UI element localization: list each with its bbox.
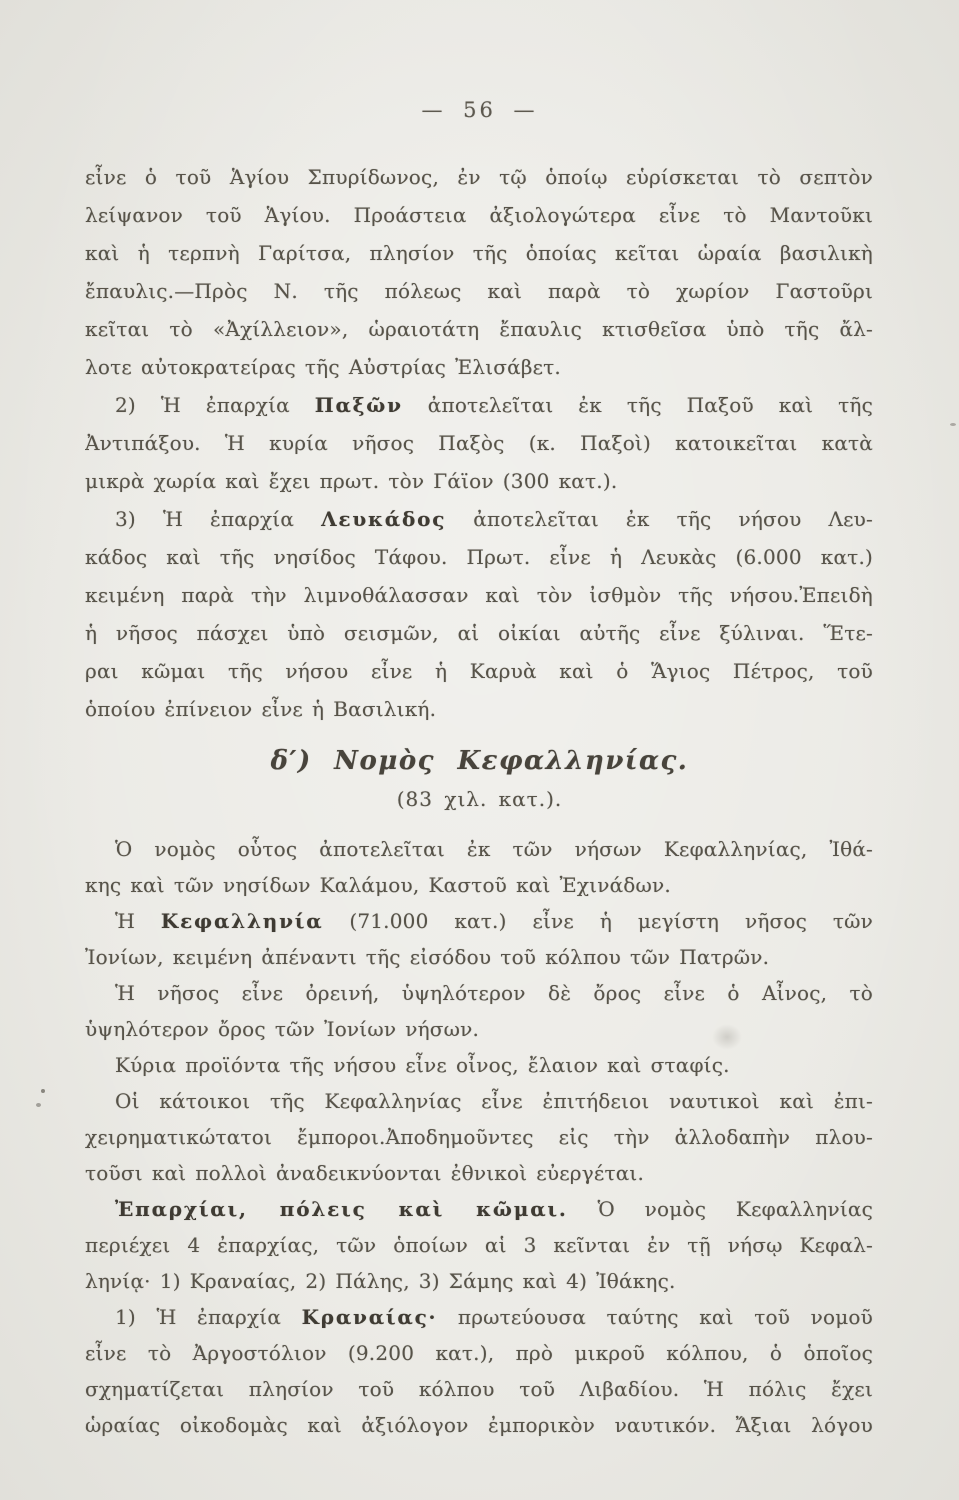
text-line — [85, 386, 873, 424]
ink-speck — [950, 423, 956, 426]
text-line: Ἰονίων, κειμένη ἀπέναντι τῆς εἰσόδου τοῦ κόλπου τῶν Πατρῶν. — [85, 945, 770, 969]
text-line: Κύρια προϊόντα τῆς νήσου εἶνε οἶνος, ἔλαιον καὶ σταφίς. — [115, 1053, 730, 1077]
text-line: ὡραίας οἰκοδομὰς καὶ ἀξιόλογον ἐμπορικὸν ναυτικόν. Ἄξιαι λόγου — [85, 1413, 873, 1437]
text-line: χειρηματικώτατοι ἔμποροι.Ἀποδημοῦντες εἰς τὴν ἀλλοδαπὴν πλου- — [85, 1125, 873, 1149]
text-line: σχηματίζεται πλησίον τοῦ κόλπου τοῦ Λιβαδίου. Ἡ πόλις ἔχει — [85, 1377, 873, 1401]
text-line — [85, 903, 873, 939]
text-line: εἶνε ὁ τοῦ Ἁγίου Σπυρίδωνος, ἐν τῷ ὁποίῳ εὑρίσκεται τὸ σεπτὸν — [85, 165, 873, 189]
province-name-kranaias: Κραναίας· — [301, 1305, 438, 1329]
text-line: περιέχει 4 ἐπαρχίας, τῶν ὁποίων αἱ 3 κεῖνται ἐν τῇ νήσῳ Κεφαλ- — [85, 1233, 873, 1257]
text-segment: (71.000 κατ.) εἶνε ἡ μεγίστη νῆσος τῶν — [323, 909, 873, 933]
text-line: ὑψηλότερον ὄρος τῶν Ἰονίων νήσων. — [85, 1017, 480, 1041]
text-segment: ἀποτελεῖται ἐκ τῆς νήσου Λευ- — [446, 507, 873, 531]
text-segment: 2) Ἡ ἐπαρχία — [115, 393, 315, 417]
paper-smudge — [712, 1024, 742, 1050]
province-name-paxon: Παξῶν — [314, 393, 403, 417]
text-line: καὶ ἡ τερπνὴ Γαρίτσα, πλησίον τῆς ὁποίας κεῖται ὡραία βασιλικὴ — [85, 241, 873, 265]
page-number: — 56 — — [421, 98, 538, 122]
text-line: κειμένη παρὰ τὴν λιμνοθάλασσαν καὶ τὸν ἰσθμὸν τῆς νήσου.Ἐπειδὴ — [85, 583, 873, 607]
text-block-top — [85, 158, 873, 728]
text-line: Ἡ νῆσος εἶνε ὀρεινή, ὑψηλότερον δὲ ὄρος εἶνε ὁ Αἶνος, τὸ — [115, 981, 873, 1005]
text-line: κεῖται τὸ «Ἀχίλλειον», ὡραιοτάτη ἔπαυλις κτισθεῖσα ὑπὸ τῆς ἄλ- — [85, 317, 873, 341]
text-segment: Ἡ — [115, 909, 161, 933]
text-line: Οἱ κάτοικοι τῆς Κεφαλληνίας εἶνε ἐπιτήδειοι ναυτικοὶ καὶ ἐπι- — [115, 1089, 873, 1113]
text-line — [85, 1191, 873, 1227]
text-segment: 1) Ἡ ἐπαρχία — [115, 1305, 302, 1329]
text-line — [85, 500, 873, 538]
text-line: εἶνε τὸ Ἀργοστόλιον (9.200 κατ.), πρὸ μικροῦ κόλπου, ὁ ὁποῖος — [85, 1341, 873, 1365]
island-name-kefallinia: Κεφαλληνία — [160, 909, 324, 933]
text-line: Ὁ νομὸς οὗτος ἀποτελεῖται ἐκ τῶν νήσων Κεφαλληνίας, Ἰθά- — [115, 837, 873, 861]
province-name-lefkados: Λευκάδος — [321, 507, 447, 531]
text-block-bottom — [85, 831, 873, 1443]
section-heading: δ′) Νομὸς Κεφαλληνίας. — [270, 746, 689, 776]
ink-speck — [41, 1089, 45, 1093]
text-line: ληνίᾳ· 1) Κραναίας, 2) Πάλης, 3) Σάμης καὶ 4) Ἰθάκης. — [85, 1269, 676, 1293]
subsection-title-eparchiai: Ἐπαρχίαι, πόλεις καὶ κῶμαι. — [115, 1197, 568, 1221]
section-population: (83 χιλ. κατ.). — [396, 787, 563, 811]
text-line: ἔπαυλις.—Πρὸς Ν. τῆς πόλεως καὶ παρὰ τὸ χωρίον Γαστοῦρι — [85, 279, 873, 303]
text-line: Ἀντιπάξου. Ἡ κυρία νῆσος Παξὸς (κ. Παξοὶ) κατοικεῖται κατὰ — [85, 431, 873, 455]
text-line: ραι κῶμαι τῆς νήσου εἶνε ἡ Καρυὰ καὶ ὁ Ἅγιος Πέτρος, τοῦ — [85, 659, 873, 683]
text-line: λοτε αὐτοκρατείρας τῆς Αὐστρίας Ἐλισάβετ. — [85, 355, 561, 379]
text-line: κάδος καὶ τῆς νησίδος Τάφου. Πρωτ. εἶνε ἡ Λευκὰς (6.000 κατ.) — [85, 545, 873, 569]
text-line: κης καὶ τῶν νησίδων Καλάμου, Καστοῦ καὶ Ἐχινάδων. — [85, 873, 671, 897]
text-line: μικρὰ χωρία καὶ ἔχει πρωτ. τὸν Γάϊον (300 κατ.). — [85, 469, 618, 493]
text-line: τοῦσι καὶ πολλοὶ ἀναδεικνύονται ἐθνικοὶ εὐεργέται. — [85, 1161, 645, 1185]
text-segment: 3) Ἡ ἐπαρχία — [115, 507, 322, 531]
ink-speck — [36, 1103, 41, 1107]
text-segment: ἀποτελεῖται ἐκ τῆς Παξοῦ καὶ τῆς — [402, 393, 873, 417]
text-line: λείψανον τοῦ Ἁγίου. Προάστεια ἀξιολογώτερα εἶνε τὸ Μαντοῦκι — [85, 203, 873, 227]
text-line: ὁποίου ἐπίνειον εἶνε ἡ Βασιλική. — [85, 697, 437, 721]
text-line — [85, 1299, 873, 1335]
text-segment: Ὁ νομὸς Κεφαλληνίας — [567, 1197, 873, 1221]
text-segment: πρωτεύουσα ταύτης καὶ τοῦ νομοῦ — [437, 1305, 873, 1329]
text-line: ἡ νῆσος πάσχει ὑπὸ σεισμῶν, αἱ οἰκίαι αὐτῆς εἶνε ξύλιναι. Ἕτε- — [85, 621, 873, 645]
